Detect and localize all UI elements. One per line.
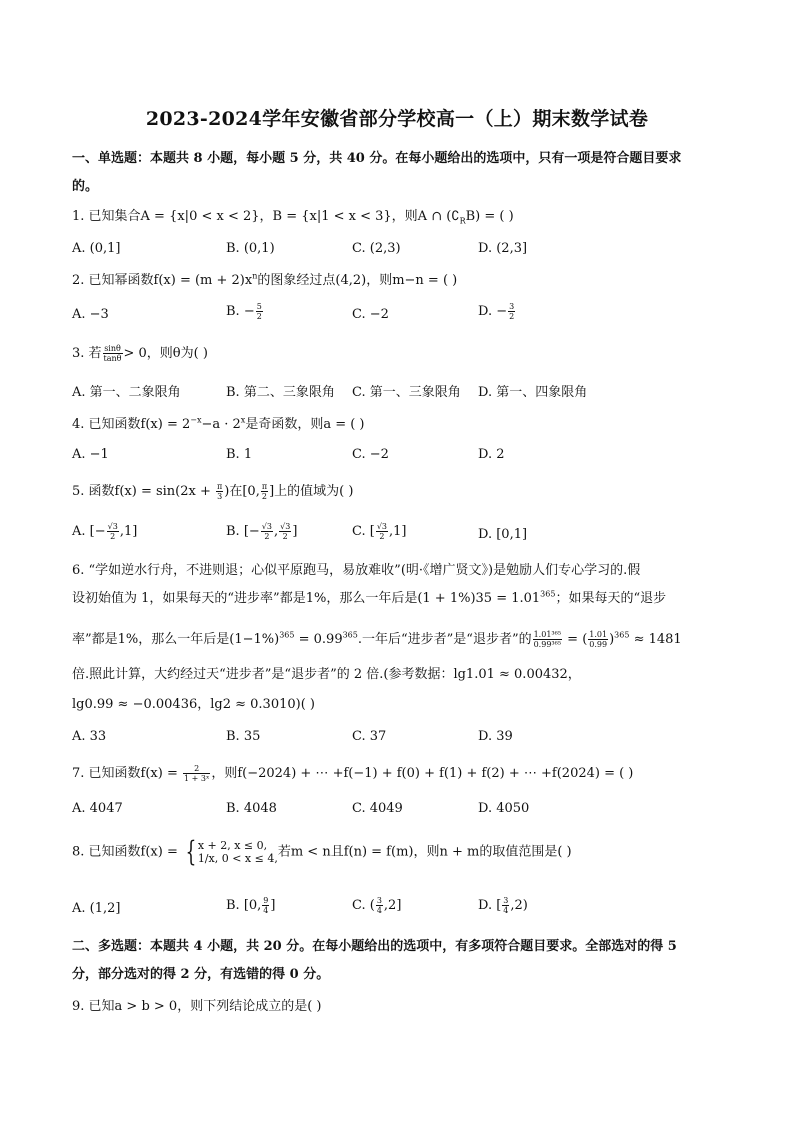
page-title: 2023-2024学年安徽省部分学校高一（上）期末数学试卷 (145, 108, 649, 130)
q1-option-d: D. (2,3] (478, 241, 528, 256)
q5-option-c: C. [ $\frac{√3}{2}$ ,1] (352, 522, 407, 541)
q1-option-b: B. (0,1) (226, 241, 275, 256)
q4-stem: 4. 已知函数$f(x) = 2^{-x}-a \cdot 2^x$是奇函数，则a = ( ) (72, 415, 365, 432)
q3-stem: 3. 若 $\frac{\sin\theta}{\tan\theta}$ > 0，则θ为( ) (72, 344, 208, 363)
q5-option-a: A. [− $\frac{√3}{2}$ ,1] (72, 522, 138, 541)
q8-option-c: C. ( $\frac{3}{4}$ ,2] (352, 896, 402, 915)
q7-option-c: C. 4049 (352, 801, 403, 816)
q4-option-c: C. −2 (352, 447, 389, 462)
q2-option-b: B. − $\frac{5}{2}$ (226, 302, 262, 321)
q5-stem: 5. 函数f(x) = sin(2x + $\frac{\pi}{3}$ )在[0, $\frac{\pi}{2}$ ]上的值域为( ) (72, 482, 354, 501)
q8-option-d: D. [ $\frac{3}{4}$ ,2) (478, 896, 528, 915)
q7-option-b: B. 4048 (226, 801, 277, 816)
q3-option-d: D. 第一、四象限角 (478, 385, 588, 400)
q6-line1: 6. “学如逆水行舟，不进则退；心似平原跑马，易放难收”(明·《增广贤文》)是勉励人们专心学习的.假 (72, 563, 641, 578)
q7-option-a: A. 4047 (72, 801, 123, 816)
section2-heading: 二、多选题：本题共 4 小题，共 20 分。在每小题给出的选项中，有多项符合题目要求。全部选对的得 5 (72, 939, 677, 954)
section1-heading: 一、单选题：本题共 8 小题，每小题 5 分，共 40 分。在每小题给出的选项中，只有一项是符合题目要求 (72, 151, 682, 166)
q4-option-b: B. 1 (226, 447, 253, 462)
q6-line3: 率”都是1%，那么一年后是$(1-1\%)^{365} = 0.99^{365}$.一年后“进步者”是“退步者”的 $\frac{\text{1.01³⁶⁵}}{\text{0.99³⁶⁵}}$ = ( $\frac{1.01}{0.99}$ )$^{365}$ ≈ 1481 (72, 630, 682, 649)
q6-line2: 设初始值为 1，如果每天的“进步率”都是1%，那么一年后是$(1 + 1\%)35 = 1.01^{365}$；如果每天的“退步 (72, 589, 667, 606)
q1-option-a: A. (0,1] (72, 241, 121, 256)
q4-option-d: D. 2 (478, 447, 505, 462)
q6-option-a: A. 33 (72, 729, 107, 744)
q6-option-d: D. 39 (478, 729, 513, 744)
q6-option-b: B. 35 (226, 729, 261, 744)
q5-option-b: B. [− $\frac{√3}{2}$ , $\frac{√3}{2}$ ] (226, 522, 298, 541)
q6-line4: 倍.照此计算，大约经过天“进步者”是“退步者”的 2 倍.(参考数据：lg1.01 ≈ 0.00432， (72, 667, 581, 682)
q7-stem: 7. 已知函数f(x) = $\frac{2}{\text{1 + 3ˣ}}$ ，则f(−2024) + ⋯ +f(−1) + f(0) + f(1) + f(2) + ⋯ +f(2024) = ( ) (72, 764, 634, 783)
q3-option-b: B. 第二、三象限角 (226, 385, 335, 400)
q8-stem: 8. 已知函数f(x) = { x + 2, x ≤ 0, 1/x, 0 < x ≤ 4, 若m < n且f(n) = f(m)，则n + m的取值范围是( ) (72, 835, 572, 868)
q6-line5: lg0.99 ≈ −0.00436，lg2 ≈ 0.3010)( ) (72, 697, 315, 712)
q2-option-c: C. −2 (352, 307, 389, 322)
section2-heading-cont: 分，部分选对的得 2 分，有选错的得 0 分。 (72, 967, 330, 982)
q2-stem: 2. 已知幂函数$f(x) = (m + 2)x^n$的图象经过点(4,2)，则m−n = ( ) (72, 271, 458, 288)
piecewise-cases: x + 2, x ≤ 0, 1/x, 0 < x ≤ 4, (197, 839, 278, 865)
q6-option-c: C. 37 (352, 729, 387, 744)
q1-option-c: C. (2,3) (352, 241, 401, 256)
q3-option-a: A. 第一、二象限角 (72, 385, 181, 400)
q2-option-d: D. − $\frac{3}{2}$ (478, 302, 515, 321)
q3-option-c: C. 第一、三象限角 (352, 385, 461, 400)
q5-option-d: D. [0,1] (478, 527, 528, 542)
q9-stem: 9. 已知a > b > 0，则下列结论成立的是( ) (72, 999, 322, 1014)
q7-option-d: D. 4050 (478, 801, 530, 816)
q1-stem: 1. 已知集合A = {x|0 < x < 2}，B = {x|1 < x < 3}，则A ∩ $(∁_RB)$ = ( ) (72, 209, 514, 226)
q8-option-a: A. (1,2] (72, 901, 121, 916)
q8-option-b: B. [0, $\frac{9}{4}$ ] (226, 896, 276, 915)
q4-option-a: A. −1 (72, 447, 109, 462)
section1-heading-cont: 的。 (72, 179, 99, 194)
brace-symbol: { (185, 835, 197, 868)
q2-option-a: A. −3 (72, 307, 109, 322)
